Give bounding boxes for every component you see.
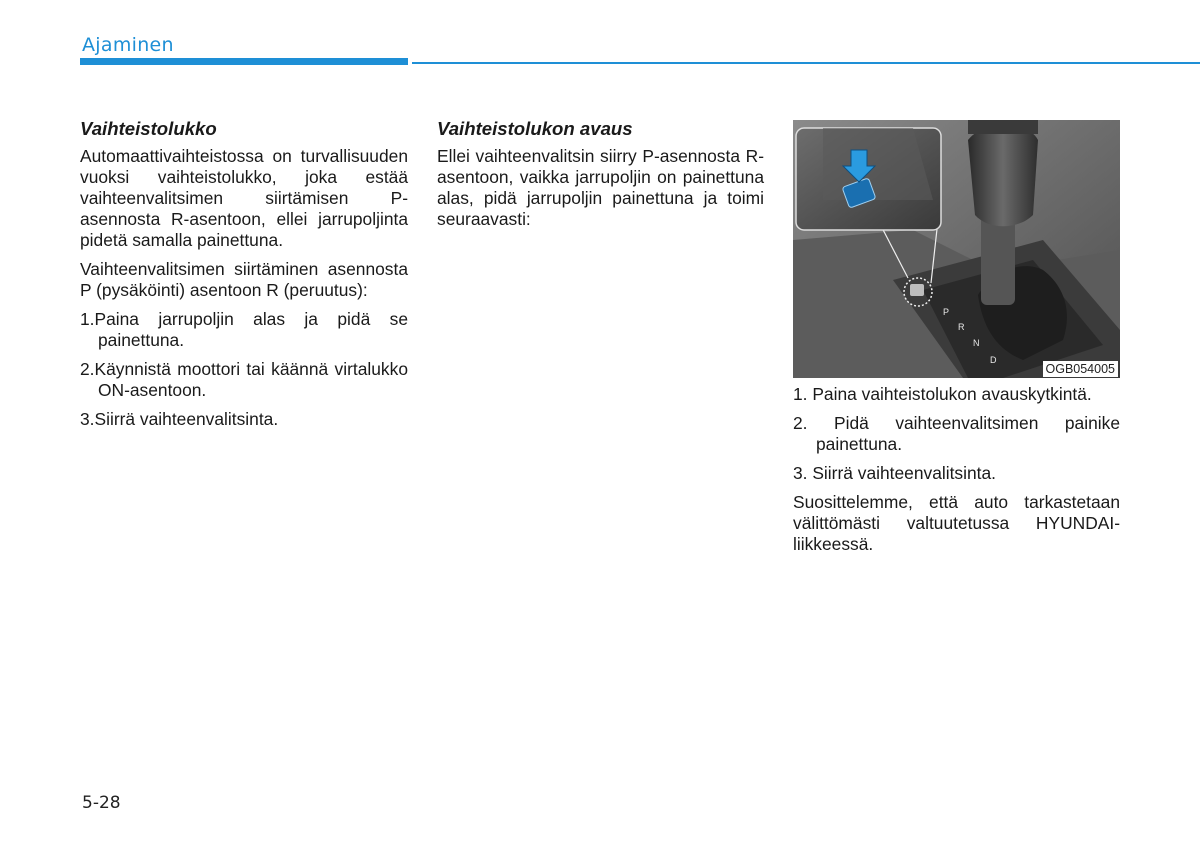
gear-letter-p: P [943,307,950,317]
left-column [80,118,408,438]
header-rule-thick [80,58,408,65]
shift-lock-release-figure [793,120,1120,378]
middle-column [437,118,764,238]
right-column [793,384,1120,563]
right-step-1: 1. Paina vaihteistolukon avauskytkintä. [793,384,1092,404]
middle-heading: Vaihteistolukon avaus [437,118,633,139]
left-step-2: 2.Käynnistä moottori tai käännä virtalukko ON-asentoon. [80,359,408,400]
left-step-3: 3.Siirrä vaihteenvalitsinta. [80,409,279,429]
header-rule-thin [412,62,1200,64]
right-step-3: 3. Siirrä vaihteenvalitsinta. [793,463,996,483]
right-note: Suosittelemme, että auto tarkastetaan välittömästi valtuutetussa HYUNDAI-liikkeessä. [793,492,1120,554]
middle-paragraph-1: Ellei vaihteenvalitsin siirry P-asennosta R-asentoon, vaikka jarrupoljin on painettuna alas, pidä jarrupoljin painettuna ja toimi seuraavasti: [437,146,764,229]
right-step-2: 2. Pidä vaihteenvalitsimen painike painettuna. [793,413,1120,454]
left-step-1: 1.Paina jarrupoljin alas ja pidä se painettuna. [80,309,408,350]
left-paragraph-2: Vaihteenvalitsimen siirtäminen asennosta P (pysäköinti) asentoon R (peruutus): [80,259,408,300]
left-heading: Vaihteistolukko [80,118,217,139]
gear-letter-r: R [958,322,965,332]
gear-letter-n: N [973,338,980,348]
left-paragraph-1: Automaattivaihteistossa on turvallisuuden vuoksi vaihteistolukko, joka estää vaihteenvalitsimen siirtämisen P-asennosta R-asentoon, ellei jarrupoljinta pidetä samalla painettuna. [80,146,408,250]
left-steps [80,309,408,430]
section-title: Ajaminen [82,34,174,56]
right-steps [793,384,1120,484]
page-number: 5-28 [82,793,121,813]
gear-shifter-illustration [793,120,1120,378]
figure-code: OGB054005 [1043,361,1119,377]
gear-letter-d: D [990,355,997,365]
